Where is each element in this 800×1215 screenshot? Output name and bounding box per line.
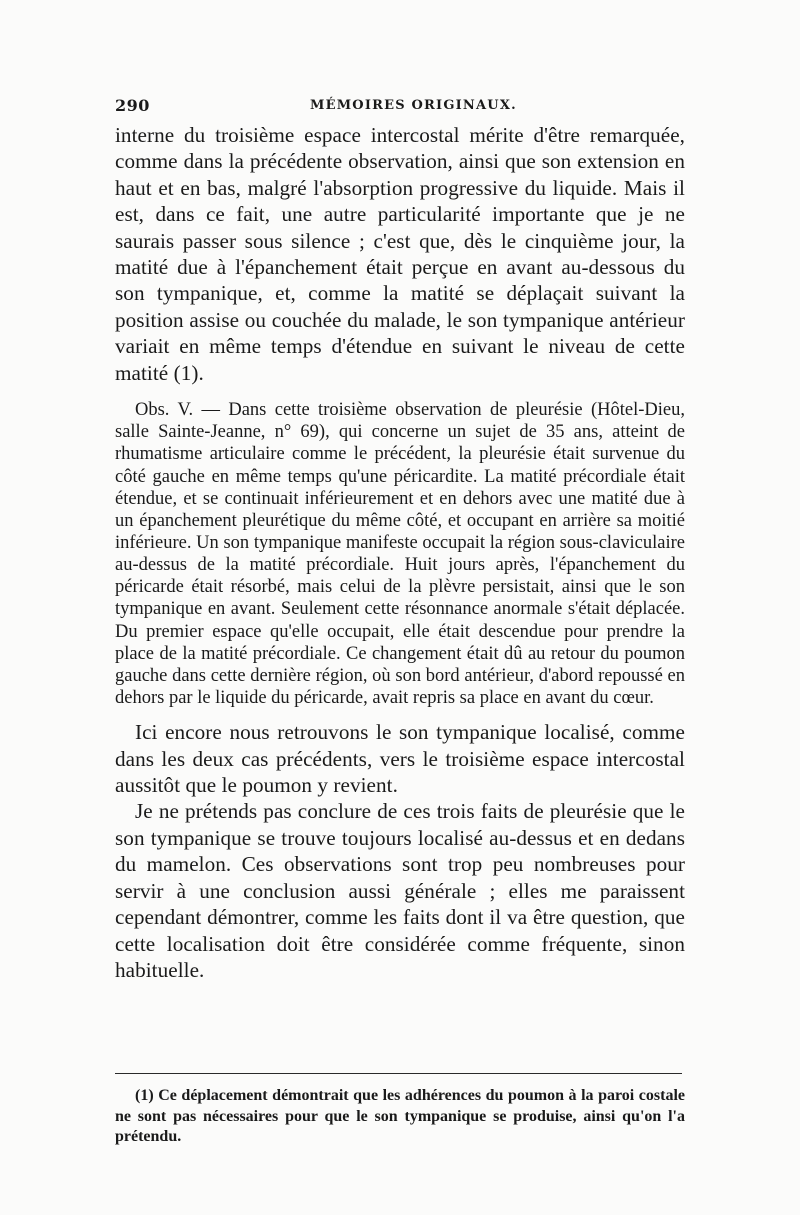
paragraph-intro: interne du troisième espace intercostal mérite d'être remarquée, comme dans la précédente observation, ainsi que son extension en haut et en bas, malgré l'absorption progressive du liquide. Mais il est, dans ce fait, une autre particularité importante que je ne saurais passer sous silence ; c'est que, dès le cinquième jour, la matité due à l'épanchement était perçue en avant au-dessous du son tympanique, et, comme la matité se déplaçait suivant la position assise ou couchée du malade, le son tympanique antérieur variait en même temps d'étendue en suivant le niveau de cette matité (1). xyxy=(115,123,685,385)
running-title: MÉMOIRES ORIGINAUX. xyxy=(310,98,517,113)
page-body xyxy=(115,96,685,983)
paragraph-ici: Ici encore nous retrouvons le son tympanique localisé, comme dans les deux cas précédents, vers le troisième espace intercostal aussitôt que le poumon y revient. xyxy=(115,720,685,798)
footnote: (1) Ce déplacement démontrait que les adhérences du poumon à la paroi costale ne sont pas nécessaires pour que le son tympanique se produise, ainsi qu'on l'a prétendu. xyxy=(115,1087,685,1145)
running-head xyxy=(115,96,685,122)
paragraph-observation: Obs. V. — Dans cette troisième observation de pleurésie (Hôtel-Dieu, salle Sainte-Jeanne, n° 69), qui concerne un sujet de 35 ans, atteint de rhumatisme articulaire comme le précédent, la pleurésie était survenue du côté gauche en même temps qu'une péricardite. La matité précordiale était étendue, et se continuait inférieurement et en dehors avec une matité due à un épanchement pleurétique du même côté, et occupant en arrière sa moitié inférieure. Un son tympanique manifeste occupait la région sous-claviculaire au-dessus de la matité précordiale. Huit jours après, l'épanchement du péricarde était résorbé, mais celui de la plèvre persistait, ainsi que le son tympanique en avant. Seulement cette résonnance anormale s'était déplacée. Du premier espace qu'elle occupait, elle était descendue pour prendre la place de la matité précordiale. Ce changement était dû au retour du poumon gauche dans cette dernière région, où son bord antérieur, d'abord repoussé en dehors par le liquide du péricarde, avait repris sa place en avant du cœur. xyxy=(115,400,685,709)
page-number: 290 xyxy=(115,96,150,115)
paragraph-je: Je ne prétends pas conclure de ces trois faits de pleurésie que le son tympanique se trouve toujours localisé au-dessus et en dedans du mamelon. Ces observations sont trop peu nombreuses pour servir à une conclusion aussi générale ; elles me paraissent cependant démontrer, comme les faits dont il va être question, que cette localisation doit être considérée comme fréquente, sinon habituelle. xyxy=(115,799,685,982)
footnote-rule xyxy=(115,1073,682,1074)
